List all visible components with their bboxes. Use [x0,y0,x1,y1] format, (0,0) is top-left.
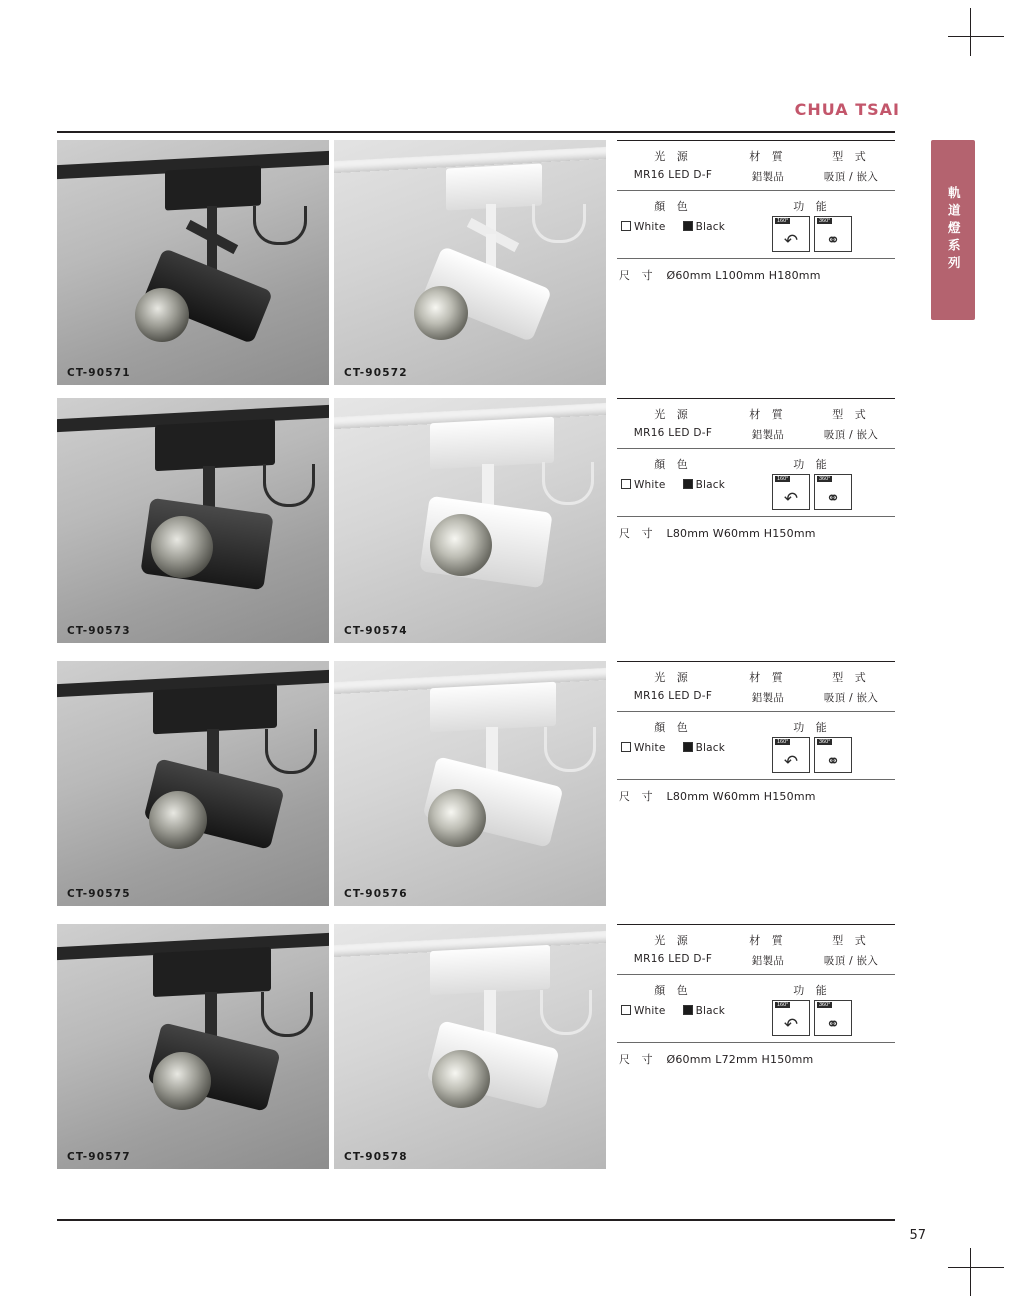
product-code: CT-90575 [67,888,131,900]
spec-label-source: 光 源 [654,408,692,421]
spec-label-dimension: 尺 寸 [619,790,657,803]
color-white-label: White [633,1005,666,1017]
spec-label-material: 材 質 [749,671,787,684]
product-code: CT-90571 [67,367,131,379]
spec-value-dimension: Ø60mm L72mm H150mm [666,1052,814,1066]
spec-label-type: 型 式 [832,408,870,421]
product-row [57,398,895,656]
swatch-black-icon [683,479,693,489]
spec-value-source: MR16 LED D-F [633,169,713,181]
spec-value-type: 吸頂 / 嵌入 [823,171,879,183]
spec-label-color: 顏 色 [654,200,692,213]
spec-value-type: 吸頂 / 嵌入 [823,955,879,967]
product-code: CT-90578 [344,1151,408,1163]
rotate-160-icon: 160° ↶ [772,216,810,252]
header-rule [57,131,895,133]
rotate-360-icon: 360° ⚭ [814,474,852,510]
color-black-label: Black [695,742,726,754]
category-side-tab [931,140,975,320]
product-code: CT-90577 [67,1151,131,1163]
color-black-label: Black [695,479,726,491]
spec-label-material: 材 質 [749,408,787,421]
spec-label-material: 材 質 [749,150,787,163]
swatch-black-icon [683,221,693,231]
spec-label-color: 顏 色 [654,984,692,997]
spec-value-material: 鋁製品 [751,692,785,704]
category-side-tab-label: 軌道燈系列 [946,186,962,274]
product-photo-left [57,924,329,1169]
spec-value-type: 吸頂 / 嵌入 [823,429,879,441]
product-photo-left [57,661,329,906]
crop-mark-top-right [948,8,1004,56]
crop-mark-bottom-right [948,1248,1004,1296]
spec-value-source: MR16 LED D-F [633,427,713,439]
spec-value-dimension: L80mm W60mm H150mm [666,526,816,540]
rotate-360-icon: 360° ⚭ [814,216,852,252]
spec-value-type: 吸頂 / 嵌入 [823,692,879,704]
product-photo-left [57,140,329,385]
rotate-160-icon: 160° ↶ [772,474,810,510]
color-black-label: Black [695,221,726,233]
rotate-160-icon: 160° ↶ [772,737,810,773]
spec-label-source: 光 源 [654,934,692,947]
spec-panel [617,140,895,283]
color-options [617,479,729,491]
rotate-160-icon: 160° ↶ [772,1000,810,1036]
swatch-white-icon [621,1005,631,1015]
spec-value-dimension: L80mm W60mm H150mm [666,789,816,803]
product-photo-right [334,140,606,385]
spec-label-source: 光 源 [654,150,692,163]
rotate-360-icon: 360° ⚭ [814,1000,852,1036]
spec-value-source: MR16 LED D-F [633,690,713,702]
product-photo-right [334,924,606,1169]
spec-value-material: 鋁製品 [751,171,785,183]
product-code: CT-90576 [344,888,408,900]
product-photo-right [334,398,606,643]
product-photo-left [57,398,329,643]
color-options [617,742,729,754]
spec-label-function: 功 能 [793,984,831,997]
spec-label-color: 顏 色 [654,458,692,471]
spec-value-dimension: Ø60mm L100mm H180mm [666,268,821,282]
color-white-label: White [633,742,666,754]
color-options [617,1005,729,1017]
spec-panel [617,661,895,804]
swatch-black-icon [683,742,693,752]
product-photo-right [334,661,606,906]
product-row [57,924,895,1182]
page-number: 57 [909,1228,926,1243]
spec-panel [617,924,895,1067]
footer-rule [57,1219,895,1221]
spec-label-source: 光 源 [654,671,692,684]
spec-value-source: MR16 LED D-F [633,953,713,965]
product-code: CT-90572 [344,367,408,379]
spec-label-material: 材 質 [749,934,787,947]
spec-label-dimension: 尺 寸 [619,1053,657,1066]
spec-label-dimension: 尺 寸 [619,269,657,282]
swatch-white-icon [621,221,631,231]
brand-logo: CHUA TSAI [794,100,900,119]
product-row [57,140,895,398]
spec-label-color: 顏 色 [654,721,692,734]
spec-label-function: 功 能 [793,458,831,471]
product-code: CT-90573 [67,625,131,637]
spec-panel [617,398,895,541]
product-code: CT-90574 [344,625,408,637]
spec-label-type: 型 式 [832,671,870,684]
swatch-white-icon [621,479,631,489]
spec-value-material: 鋁製品 [751,955,785,967]
spec-label-function: 功 能 [793,200,831,213]
color-white-label: White [633,479,666,491]
spec-label-type: 型 式 [832,934,870,947]
color-white-label: White [633,221,666,233]
spec-label-dimension: 尺 寸 [619,527,657,540]
spec-value-material: 鋁製品 [751,429,785,441]
spec-label-function: 功 能 [793,721,831,734]
color-options [617,221,729,233]
product-row [57,661,895,919]
rotate-360-icon: 360° ⚭ [814,737,852,773]
color-black-label: Black [695,1005,726,1017]
swatch-black-icon [683,1005,693,1015]
spec-label-type: 型 式 [832,150,870,163]
swatch-white-icon [621,742,631,752]
